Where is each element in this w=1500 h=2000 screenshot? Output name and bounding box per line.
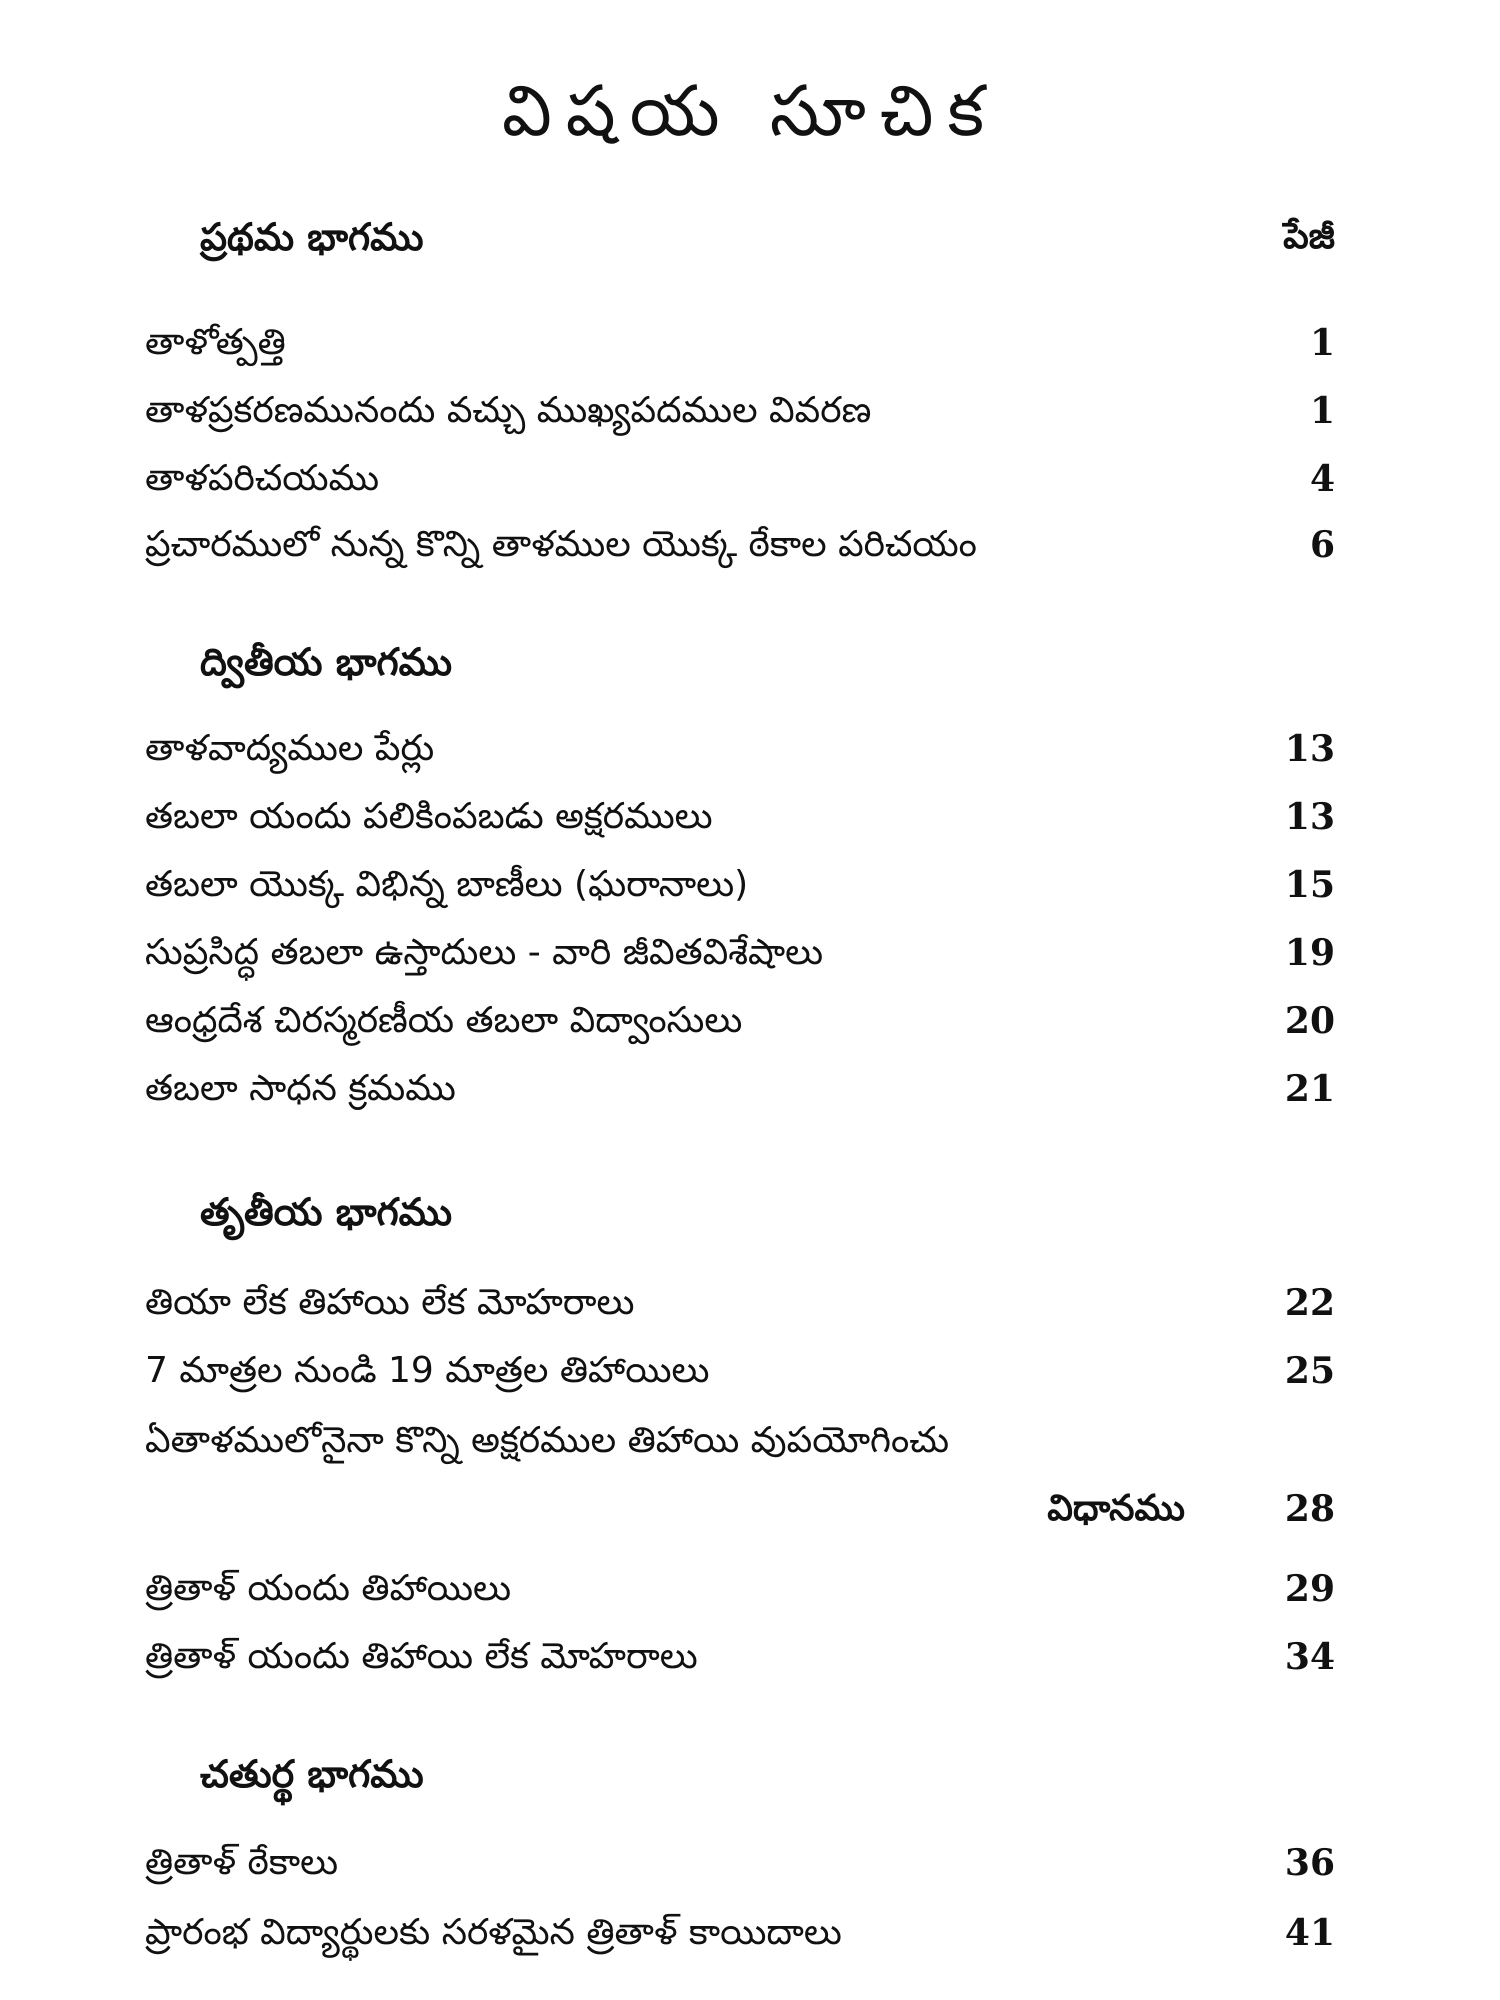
page-title: విషయ సూచిక — [501, 70, 998, 152]
section-heading-4 — [145, 1752, 1335, 1808]
toc-entry — [145, 1912, 1335, 1968]
toc-entry-page: 21 — [1284, 1068, 1335, 1110]
section-heading-3 — [145, 1190, 1335, 1246]
toc-entry-text: ఏతాళములోనైనా కొన్ని అక్షరముల తిహాయి వుపయోగించు — [145, 1420, 950, 1461]
section-heading-1 — [145, 215, 1335, 271]
toc-entry-page: 1 — [1309, 390, 1335, 432]
toc-entry-text: త్రితాళ్ ఠేకాలు — [145, 1842, 339, 1883]
section-title: ప్రథమ భాగము — [200, 215, 424, 259]
toc-entry-text: విధానము — [1047, 1488, 1185, 1529]
toc-entry — [145, 1282, 1335, 1338]
toc-entry — [145, 728, 1335, 784]
toc-entry — [145, 322, 1335, 378]
toc-entry — [145, 932, 1335, 988]
section-heading-2 — [145, 640, 1335, 696]
section-title: చతుర్థ భాగము — [200, 1752, 424, 1796]
section-title: ద్వితీయ భాగము — [200, 640, 453, 684]
toc-entry-text: తియా లేక తిహాయి లేక మోహరాలు — [145, 1282, 635, 1323]
toc-entry-text: తాళపరిచయము — [145, 458, 380, 499]
toc-entry-text: తబలా యొక్క విభిన్న బాణీలు (ఘరానాలు) — [145, 864, 749, 905]
toc-entry — [145, 864, 1335, 920]
toc-entry-text: ప్రారంభ విద్యార్థులకు సరళమైన త్రితాళ్ కాయిదాలు — [145, 1912, 842, 1953]
toc-entry — [145, 390, 1335, 446]
page-column-header: పేజీ — [1283, 215, 1335, 257]
toc-entry-page: 20 — [1284, 1000, 1335, 1042]
toc-entry — [145, 1842, 1335, 1898]
toc-entry-text: ఆంధ్రదేశ చిరస్మరణీయ తబలా విద్వాంసులు — [145, 1000, 743, 1041]
toc-entry — [145, 1000, 1335, 1056]
toc-entry-page: 25 — [1284, 1350, 1335, 1392]
toc-entry — [145, 1636, 1335, 1692]
toc-entry-text: తబలా సాధన క్రమము — [145, 1068, 456, 1109]
toc-entry-page: 13 — [1284, 796, 1335, 838]
toc-entry — [145, 524, 1335, 580]
toc-entry-page: 41 — [1284, 1912, 1335, 1954]
toc-entry — [145, 796, 1335, 852]
toc-entry-text: ప్రచారములో నున్న కొన్ని తాళముల యొక్క ఠేకాల పరిచయం — [145, 524, 977, 565]
toc-entry — [145, 1568, 1335, 1624]
toc-entry-continuation — [145, 1488, 1335, 1544]
toc-entry-page: 6 — [1309, 524, 1335, 566]
toc-entry-text: తాళప్రకరణమునందు వచ్చు ముఖ్యపదముల వివరణ — [145, 390, 872, 431]
toc-entry-page: 1 — [1309, 322, 1335, 364]
toc-entry — [145, 1350, 1335, 1406]
toc-entry-text: తబలా యందు పలికింపబడు అక్షరములు — [145, 796, 713, 837]
toc-entry-text: 7 మాత్రల నుండి 19 మాత్రల తిహాయిలు — [145, 1350, 710, 1391]
toc-entry-text: సుప్రసిద్ధ తబలా ఉస్తాదులు - వారి జీవితవిశేషాలు — [145, 932, 824, 973]
toc-entry-page: 29 — [1284, 1568, 1335, 1610]
toc-entry-page: 34 — [1284, 1636, 1335, 1678]
toc-entry-text: త్రితాళ్ యందు తిహాయి లేక మోహరాలు — [145, 1636, 698, 1677]
toc-entry-text: తాళవాద్యముల పేర్లు — [145, 728, 435, 769]
toc-entry-page: 28 — [1284, 1488, 1335, 1530]
toc-entry-page: 15 — [1284, 864, 1335, 906]
toc-entry-page: 36 — [1284, 1842, 1335, 1884]
toc-entry-page: 19 — [1284, 932, 1335, 974]
toc-entry — [145, 1068, 1335, 1124]
toc-entry-text: త్రితాళ్ యందు తిహాయిలు — [145, 1568, 512, 1609]
toc-entry-page: 22 — [1284, 1282, 1335, 1324]
toc-entry — [145, 458, 1335, 514]
toc-entry-text: తాళోత్పత్తి — [145, 322, 286, 363]
toc-entry-page: 13 — [1284, 728, 1335, 770]
toc-entry — [145, 1420, 1335, 1476]
toc-entry-page: 4 — [1309, 458, 1335, 500]
section-title: తృతీయ భాగము — [200, 1190, 453, 1234]
